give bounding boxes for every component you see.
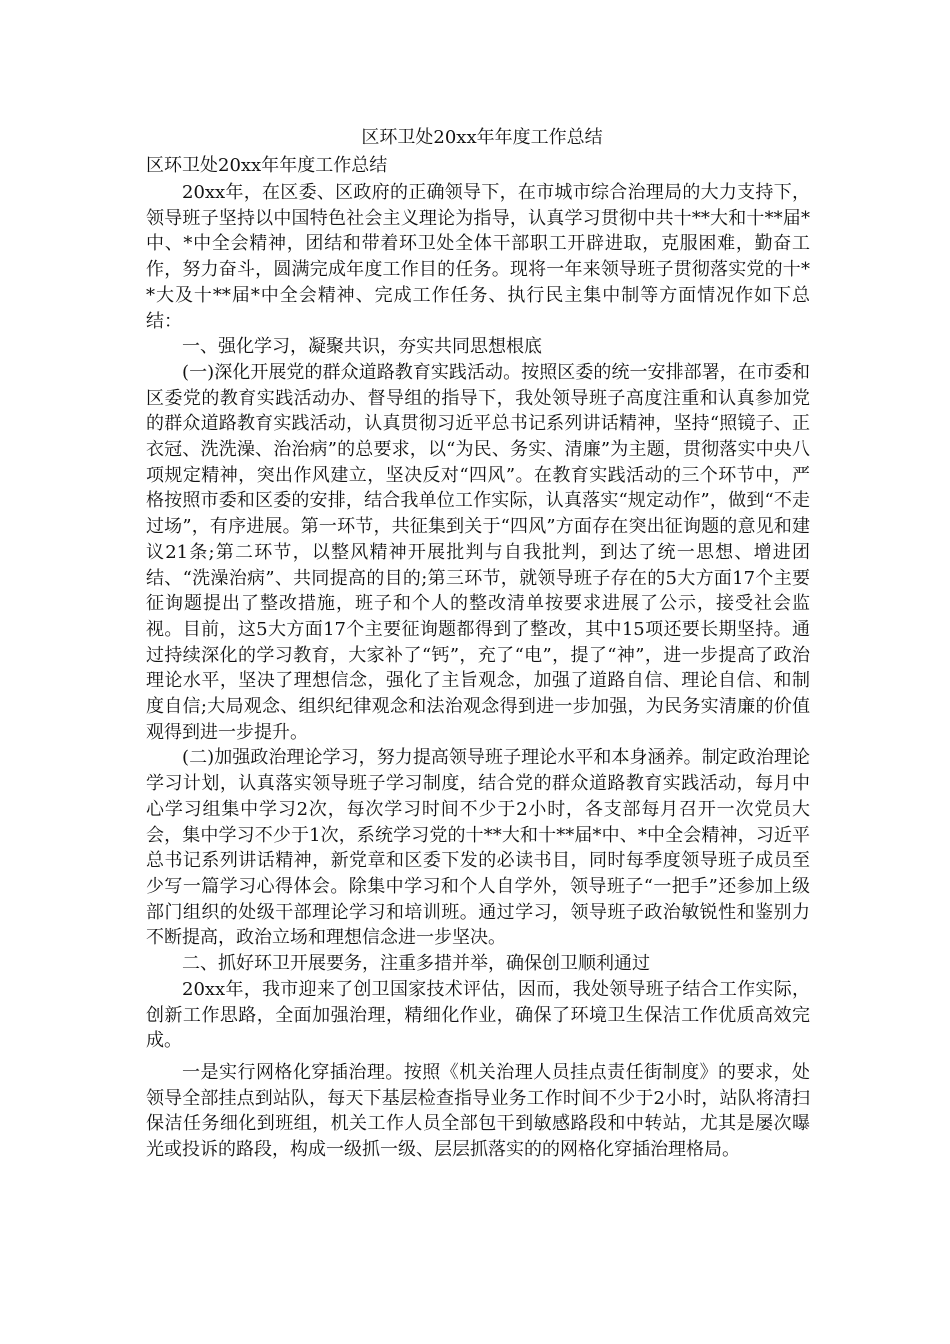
section-1-paragraph-1: (一)深化开展党的群众道路教育实践活动。按照区委的统一安排部署，在市委和区委党的教育实践活动办、督导组的指导下，我处领导班子高度注重和认真参加党的群众道路教育实践活动，认真贯彻习近平总书记系列讲话精神，坚持“照镜子、正衣冠、洗洗澡、治治病”的总要求，以“为民、务实、清廉”为主题，贯彻落实中央八项规定精神，突出作风建立，坚决反对“四风”。在教育实践活动的三个环节中，严格按照市委和区委的安排，结合我单位工作实际，认真落实“规定动作”，做到“不走过场”，有序进展。第一环节，共征集到关于“四风”方面存在突出征询题的意见和建议21条;第二环节，以整风精神开展批判与自我批判，到达了统一思想、增进团结、“洗澡治病”、共同提高的目的;第三环节，就领导班子存在的5大方面17个主要征询题提出了整改措施，班子和个人的整改清单按要求进展了公示，接受社会监视。目前，这5大方面17个主要征询题都得到了整改，其中15项还要长期坚持。通过持续深化的学习教育，大家补了“钙”，充了“电”，提了“神”，进一步提高了政治理论水平，坚决了理想信念，强化了主旨观念，加强了道路自信、理论自信、和制度自信;大局观念、组织纪律观念和法治观念得到进一步加强，为民务实清廉的价值观得到进一步提升。 (146, 361, 810, 743)
document-title: 区环卫处20xx年年度工作总结 (361, 127, 603, 148)
section-2-paragraph-2: 一是实行网格化穿插治理。按照《机关治理人员挂点责任街制度》的要求，处领导全部挂点到站队，每天下基层检查指导业务工作时间不少于2小时，站队将清扫保洁任务细化到班组，机关工作人员全部包干到敏感路段和中转站，尤其是屡次曝光或投诉的路段，构成一级抓一级、层层抓落实的的网格化穿插治理格局。 (146, 1061, 810, 1161)
document-subtitle: 区环卫处20xx年年度工作总结 (146, 155, 388, 176)
section-2-paragraph-1: 20xx年，我市迎来了创卫国家技术评估，因而，我处领导班子结合工作实际，创新工作思路，全面加强治理，精细化作业，确保了环境卫生保洁工作优质高效完成。 (146, 978, 810, 1052)
section-1-paragraph-2: (二)加强政治理论学习，努力提高领导班子理论水平和本身涵养。制定政治理论学习计划，认真落实领导班子学习制度，结合党的群众道路教育实践活动，每月中心学习组集中学习2次，每次学习时间不少于2小时，各支部每月召开一次党员大会，集中学习不少于1次，系统学习党的十**大和十**届*中、*中全会精神，习近平总书记系列讲话精神，新党章和区委下发的必读书目，同时每季度领导班子成员至少写一篇学习心得体会。除集中学习和个人自学外，领导班子“一把手”还参加上级部门组织的处级干部理论学习和培训班。通过学习，领导班子政治敏锐性和鉴别力不断提高，政治立场和理想信念进一步坚决。 (146, 747, 810, 949)
section-1-heading: 一、强化学习，凝聚共识，夯实共同思想根底 (182, 336, 542, 358)
section-2-heading: 二、抓好环卫开展要务，注重多措并举，确保创卫顺利通过 (182, 953, 650, 975)
document-page (146, 124, 810, 1163)
intro-paragraph: 20xx年，在区委、区政府的正确领导下，在市城市综合治理局的大力支持下，领导班子坚持以中国特色社会主义理论为指导，认真学习贯彻中共十**大和十**届*中、*中全会精神，团结和带着环卫处全体干部职工开辟进取，克服困难，勤奋工作，努力奋斗，圆满完成年度工作目的任务。现将一年来领导班子贯彻落实党的十**大及十**届*中全会精神、完成工作任务、执行民主集中制等方面情况作如下总结： (146, 182, 810, 332)
